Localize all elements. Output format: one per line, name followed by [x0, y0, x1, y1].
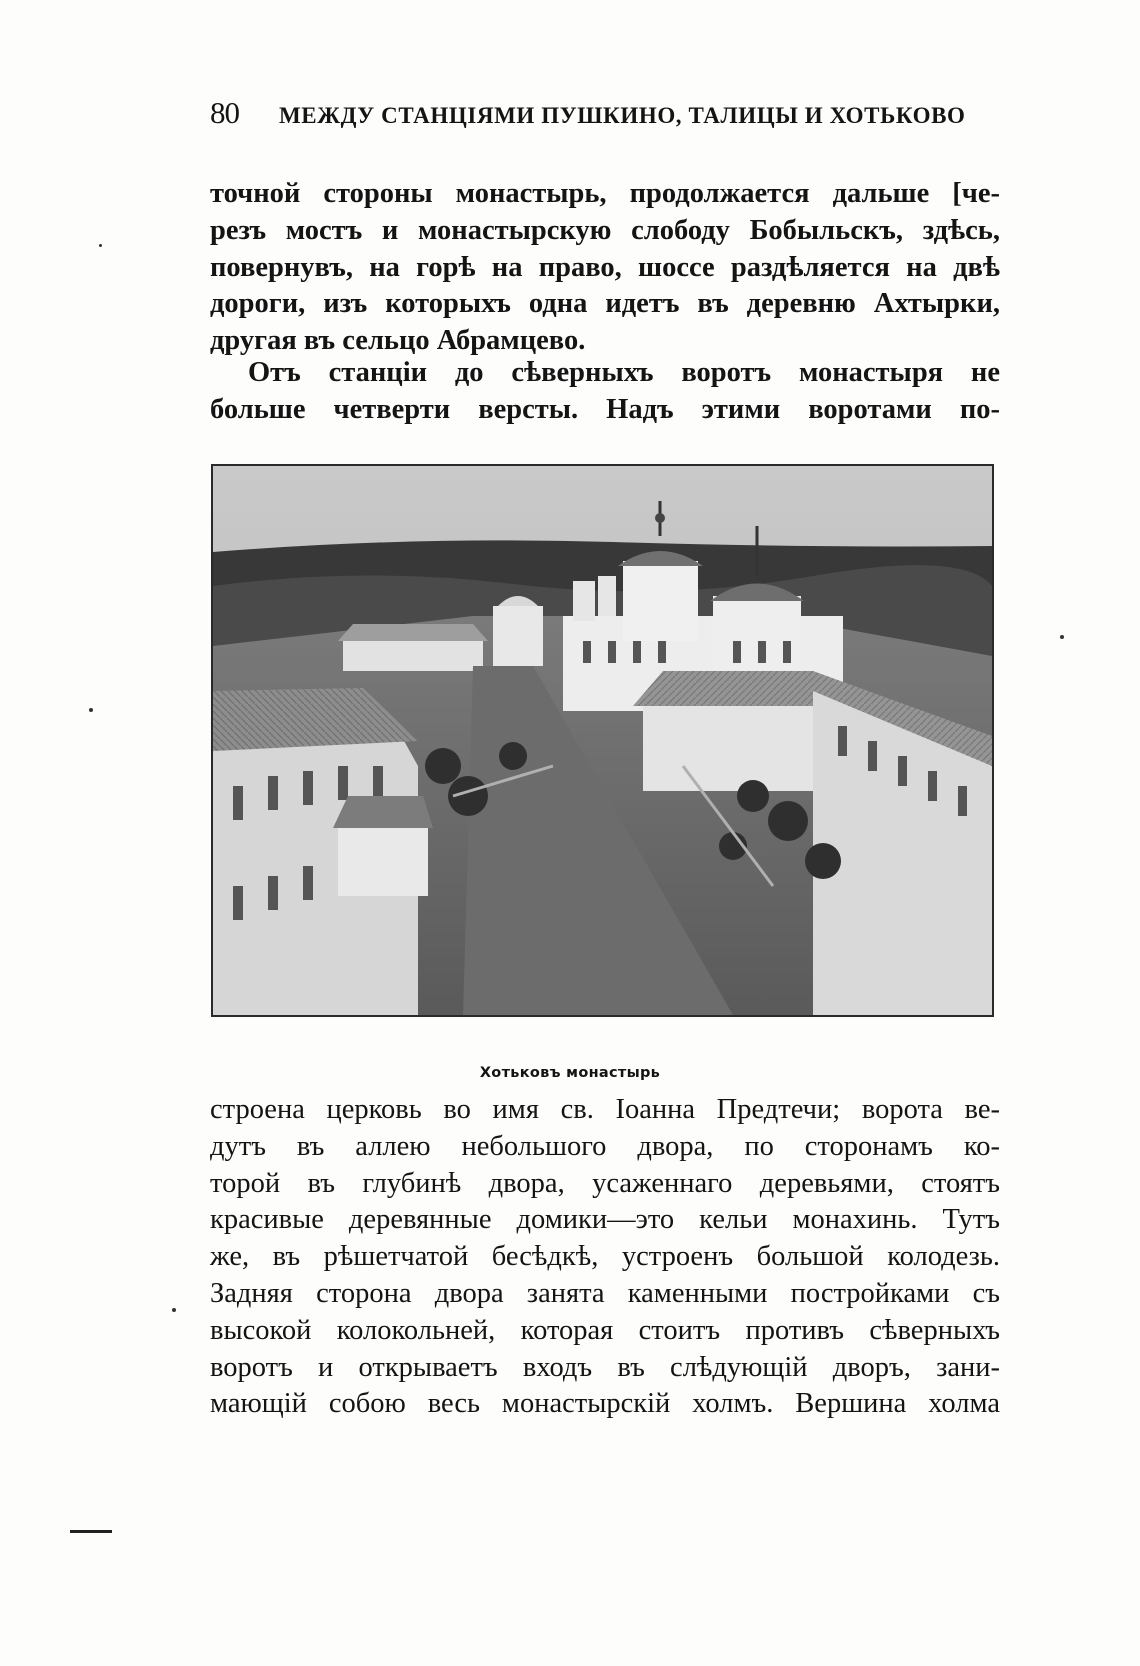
scan-speck — [89, 708, 93, 712]
paragraph-1 — [210, 176, 1000, 360]
text-line: Отъ станціи до сѣверныхъ воротъ монастыря не — [248, 357, 1000, 388]
text-line: Задняя сторона двора занята каменными постройками съ — [210, 1277, 1000, 1309]
scan-speck — [99, 244, 102, 247]
page-number: 80 — [210, 95, 239, 130]
running-head — [210, 95, 1000, 135]
text-line: больше четверти версты. Надъ этими воротами по- — [210, 393, 1000, 425]
running-title: МЕЖДУ СТАНЦІЯМИ ПУШКИНО, ТАЛИЦЫ И ХОТЬКОВО — [279, 103, 966, 128]
scan-speck — [1060, 635, 1064, 639]
scan-mark — [70, 1530, 112, 1533]
text-line: строена церковь во имя св. Іоанна Предтечи; ворота ве- — [210, 1094, 1000, 1125]
text-line: другая въ сельцо Абрамцево. — [210, 325, 586, 357]
text-line: мающій собою весь монастырскій холмъ. Вершина холма — [210, 1388, 1000, 1420]
text-line: дороги, изъ которыхъ одна идетъ въ деревню Ахтырки, — [210, 288, 1000, 320]
text-line: дутъ въ аллею небольшого двора, по сторонамъ ко- — [210, 1130, 1000, 1162]
text-line: точной стороны монастырь, продолжается дальше [че- — [210, 178, 1000, 209]
scan-speck — [172, 1308, 176, 1312]
text-line: воротъ и открываетъ входъ въ слѣдующій дворъ, зани- — [210, 1351, 1000, 1383]
text-line: же, въ рѣшетчатой бесѣдкѣ, устроенъ большой колодезь. — [210, 1241, 1000, 1273]
text-line: высокой колокольней, которая стоитъ противъ сѣверныхъ — [210, 1314, 1000, 1346]
text-line: резъ мостъ и монастырскую слободу Бобыльскъ, здѣсь, — [210, 214, 1000, 246]
text-line: торой въ глубинѣ двора, усаженнаго деревьями, стоятъ — [210, 1167, 1000, 1199]
paragraph-2 — [210, 355, 1000, 429]
text-line: повернувъ, на горѣ на право, шоссе раздѣляется на двѣ — [210, 251, 1000, 283]
monastery-photo — [211, 464, 994, 1017]
paragraph-3 — [210, 1092, 1000, 1423]
text-line: красивые деревянные домики—это кельи монахинь. Тутъ — [210, 1204, 1000, 1236]
figure-caption: Хотьковъ монастырь — [479, 1065, 661, 1081]
